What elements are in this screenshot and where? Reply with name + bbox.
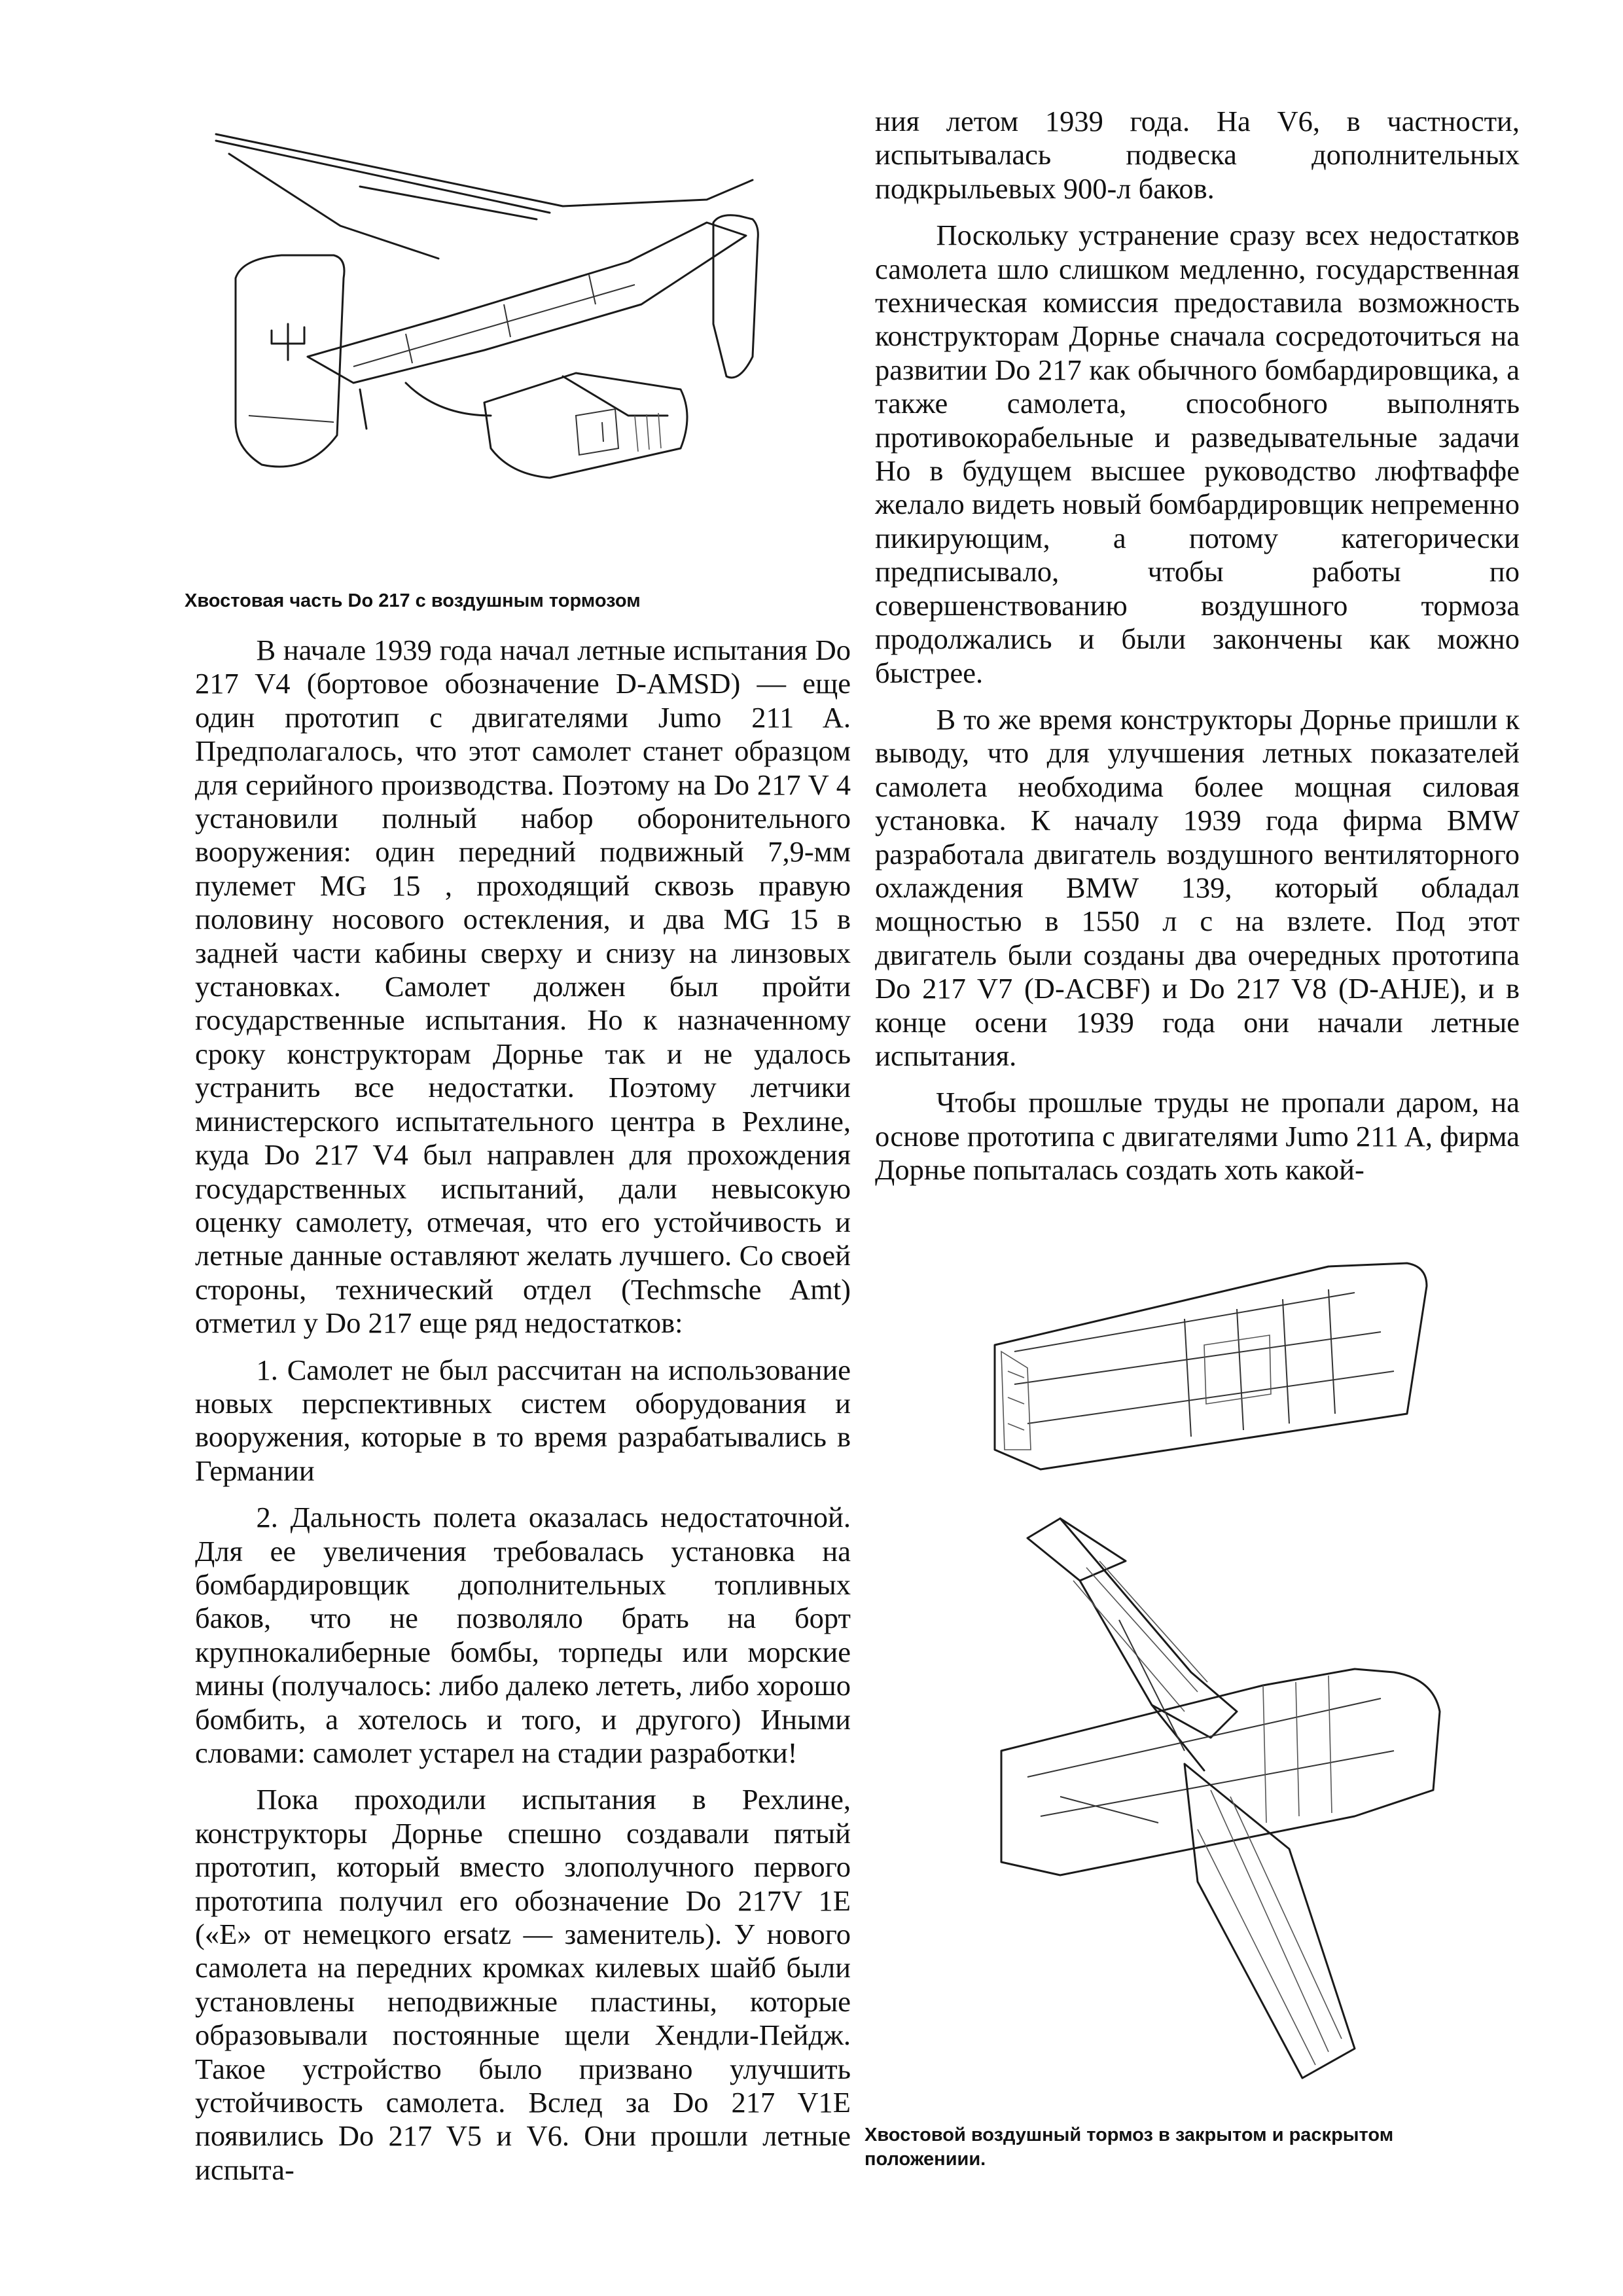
airbrake-cutaway-illustration: [988, 1253, 1446, 2108]
paragraph: В начале 1939 года начал летные испытания Do 217 V4 (бортовое обозначение D-AMSD) — еще один прототип с двигателями Jumo 211 A. Предполагалось, что этот самолет станет образцом для серийного производства. Поэтому на Do 217 V 4 установили полный набор оборонительного вооружения: один передний подвижный 7,9-мм пулемет MG 15 , проходящий сквозь правую половину носового остекления, и два MG 15 в задней части кабины сверху и снизу на линзовых установках. Самолет должен был пройти государственные испытания. Но к назначенному сроку конструкторам Дорнье так и не удалось устранить все недостатки. Поэтому летчики министерского испытательного центра в Рехлине, куда Do 217 V4 был направлен для прохождения государственных испытаний, дали невысокую оценку самолету, отмечая, что его устойчивость и летные данные оставляют желать лучшего. Со своей стороны, технический отдел (Techmsche Amt) отметил у Do 217 еще ряд недостатков:: [195, 634, 851, 1340]
paragraph: ния летом 1939 года. На V6, в частности, испытывалась подвеска дополнительных подкрыльевых 900-л баков.: [875, 105, 1520, 205]
paragraph: 1. Самолет не был рассчитан на использование новых перспективных систем оборудования и вооружения, которые в то время разрабатывались в Германии: [195, 1353, 851, 1487]
paragraph: В то же время конструкторы Дорнье пришли к выводу, что для улучшения летных показателей самолета необходима более мощная силовая установка. К началу 1939 года фирма BMW разработала двигатель воздушного вентиляторного охлаждения BMW 139, который обладал мощностью в 1550 л с на взлете. Под этот двигатель были созданы два очередных прототипа Do 217 V7 (D-ACBF) и Do 217 V8 (D-AHJE), и в конце осени 1939 года они начали летные испытания.: [875, 702, 1520, 1072]
left-text-column: [195, 634, 851, 2187]
figure-caption: Хвостовая часть Do 217 с воздушным тормозом: [185, 590, 641, 611]
figure-caption: Хвостовой воздушный тормоз в закрытом и раскрытом положениии.: [865, 2125, 1394, 2170]
paragraph: 2. Дальность полета оказалась недостаточной. Для ее увеличения требовалась установка на бомбардировщик дополнительных топливных баков, что не позволяло брать на борт крупнокалиберные бомбы, торпеды или морские мины (получалось: либо далеко лететь, либо хорошо бомбить, а хотелось и того, и другого) Иными словами: самолет устарел на стадии разработки!: [195, 1501, 851, 1769]
paragraph: Пока проходили испытания в Рехлине, конструкторы Дорнье спешно создавали пятый прототип, который вместо злополучного первого прототипа получил его обозначение Do 217V 1E («E» от немецкого ersatz — заменитель). У нового самолета на передних кромках килевых шайб были установлены неподвижные пластины, которые образовывали постоянные щели Хендли-Пейдж. Такое устройство было призвано улучшить устойчивость самолета. Вслед за Do 217 V1E появились Do 217 V5 и V6. Они прошли летные испыта-: [195, 1783, 851, 2186]
paragraph: Чтобы прошлые труды не пропали даром, на основе прототипа с двигателями Jumo 211 A, фирма Дорнье попыталась создать хоть какой-: [875, 1086, 1520, 1187]
paragraph: Поскольку устранение сразу всех недостатков самолета шло слишком медленно, государственная техническая комиссия предоставила возможность конструкторам Дорнье сначала сосредоточиться на развитии Do 217 как обычного бомбардировщика, а также самолета, способного выполнять противокорабельные и разведывательные задачи Но в будущем высшее руководство люфтваффе желало видеть новый бомбардировщик непременно пикирующим, а потому категорически предписывало, чтобы работы по совершенствованию воздушного тормоза продолжались и были закончены как можно быстрее.: [875, 219, 1520, 689]
tail-airbrake-illustration: [209, 108, 851, 527]
right-text-column: [875, 105, 1520, 1187]
